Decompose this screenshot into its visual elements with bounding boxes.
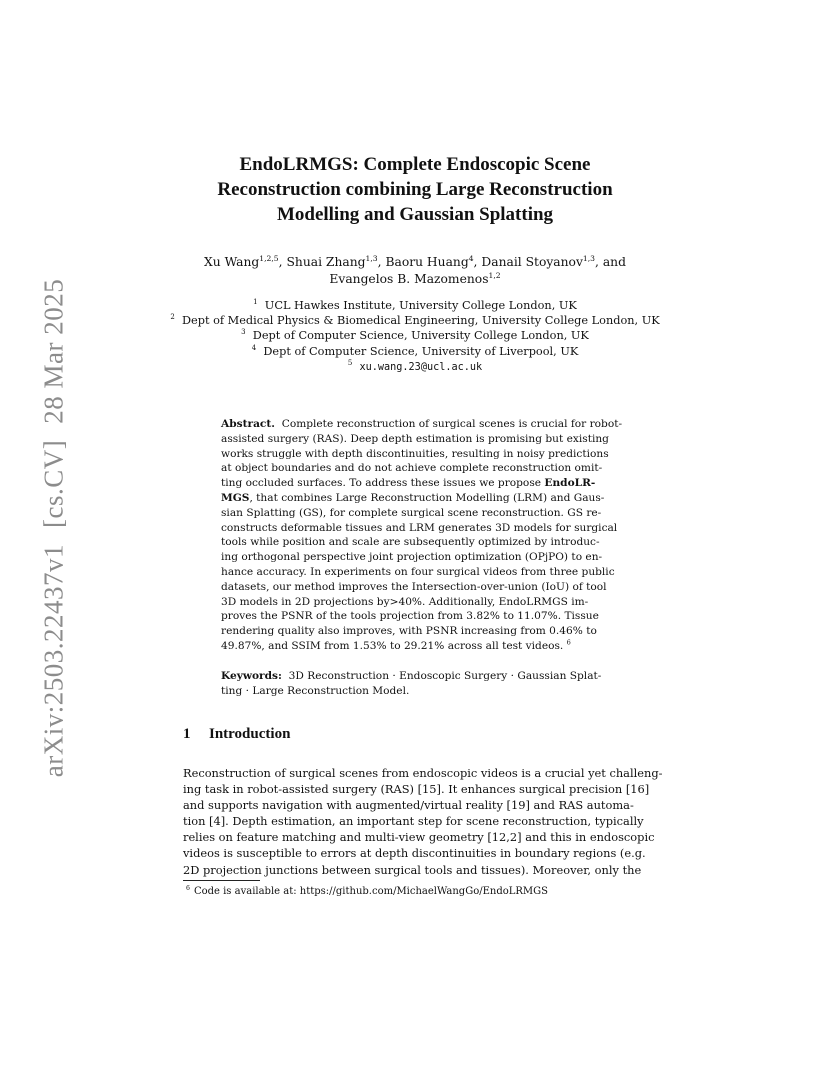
abstract-line: 3D models in 2D projections by>40%. Additionally, EndoLRMGS im- (221, 595, 589, 608)
author-line (170, 254, 660, 271)
body-line: videos is susceptible to errors at depth discontinuities in boundary regions (e.g. (183, 846, 646, 861)
section-title: Introduction (209, 726, 291, 742)
section-heading (183, 726, 290, 743)
title-line: Reconstruction combining Large Reconstruction (217, 179, 613, 200)
paper-title (160, 152, 670, 227)
abstract-line (221, 476, 613, 491)
affiliation (150, 359, 680, 375)
arxiv-date: 28 Mar 2025 (38, 278, 69, 424)
abstract-line: constructs deformable tissues and LRM generates 3D models for surgical (221, 521, 618, 534)
footnote-divider (183, 880, 260, 881)
author-name: Baoru Huang (385, 255, 469, 269)
affiliation-text: Dept of Computer Science, University of Liverpool, UK (263, 344, 579, 358)
footnote (183, 886, 548, 897)
body-line: tion [4]. Depth estimation, an important step for scene reconstruction, typically (183, 814, 644, 829)
affiliation (150, 313, 680, 328)
affiliation-number: 2 (170, 313, 175, 322)
title-line: EndoLRMGS: Complete Endoscopic Scene (239, 154, 591, 175)
keywords (221, 669, 613, 699)
body-line: relies on feature matching and multi-view geometry [12,2] and this in endoscopic (183, 830, 655, 845)
arxiv-stamp (39, 263, 70, 777)
abstract-line (221, 417, 623, 432)
affiliation-text: UCL Hawkes Institute, University College London, UK (264, 299, 577, 312)
author-name: Danail Stoyanov (481, 255, 583, 269)
abstract-line: at object boundaries and do not achieve complete reconstruction omit- (221, 462, 603, 475)
body-line: and supports navigation with augmented/virtual reality [19] and RAS automa- (183, 798, 634, 813)
affiliation-list (150, 298, 680, 375)
author-affil-sup: 1,3 (582, 253, 596, 263)
author-line (170, 271, 660, 288)
footnote-text[interactable]: Code is available at: https://github.com/MichaelWangGo/EndoLRMGS (193, 886, 548, 897)
body-line: ing task in robot-assisted surgery (RAS) [15]. It enhances surgical precision [16] (183, 782, 650, 797)
author-email[interactable]: xu.wang.23@ucl.ac.uk (359, 361, 483, 373)
body-line: Reconstruction of surgical scenes from endoscopic videos is a crucial yet challeng- (183, 766, 663, 780)
body-line: 2D projection junctions between surgical tools and tissues). Moreover, only the (183, 862, 642, 877)
abstract-line: rendering quality also improves, with PSNR increasing from 0.46% to (221, 625, 597, 638)
author-separator: , (278, 255, 287, 269)
abstract-line: works struggle with depth discontinuities, resulting in noisy predictions (221, 447, 609, 460)
arxiv-id: arXiv:2503.22437v1 (38, 543, 69, 778)
footnote-number: 6 (186, 884, 190, 892)
abstract-line: datasets, our method improves the Intersection-over-union (IoU) of tool (221, 580, 607, 593)
affiliation-number: 4 (251, 343, 257, 352)
method-name-bold: EndoLR- (544, 477, 596, 490)
author-separator: , (473, 255, 482, 269)
keywords-label: Keywords: (221, 670, 282, 682)
author-name: Xu Wang (204, 255, 260, 269)
author-name: Evangelos B. Mazomenos (329, 272, 489, 286)
affiliation (150, 344, 680, 359)
author-name: Shuai Zhang (286, 255, 366, 269)
abstract-text: , that combines Large Reconstruction Modelling (LRM) and Gaus- (249, 491, 605, 504)
author-affil-sup: 1,2 (488, 270, 501, 280)
affiliation-number: 3 (241, 328, 246, 337)
keywords-line: ting · Large Reconstruction Model. (221, 684, 410, 697)
abstract-text: 49.87%, and SSIM from 1.53% to 29.21% across all test videos. (221, 639, 564, 652)
title-line: Modelling and Gaussian Splatting (276, 204, 554, 225)
abstract-label: Abstract. (221, 418, 275, 430)
abstract-line (221, 491, 613, 506)
affiliation-number: 1 (253, 298, 258, 307)
arxiv-category: [cs.CV] (38, 439, 69, 528)
author-separator: , (377, 255, 386, 269)
affiliation (150, 298, 680, 313)
keywords-line (221, 669, 613, 684)
abstract-line: ing orthogonal perspective joint projection optimization (OPjPO) to en- (221, 551, 603, 564)
abstract-line: assisted surgery (RAS). Deep depth estimation is promising but existing (221, 432, 609, 445)
abstract-text: ting occluded surfaces. To address these issues we propose (221, 477, 542, 490)
abstract-line: proves the PSNR of the tools projection from 3.82% to 11.07%. Tissue (221, 610, 599, 623)
affiliation-text: Dept of Medical Physics & Biomedical Engineering, University College London, UK (181, 314, 660, 328)
author-affil-sup: 1,3 (365, 253, 378, 263)
affiliation-text: Dept of Computer Science, University College London, UK (252, 329, 589, 343)
keywords-text: 3D Reconstruction · Endoscopic Surgery · Gaussian Splat- (288, 670, 602, 682)
abstract-line: sian Splatting (GS), for complete surgical scene reconstruction. GS re- (221, 506, 602, 519)
abstract-line (221, 639, 613, 654)
affiliation-number: 5 (347, 359, 353, 368)
intro-paragraph (183, 765, 663, 878)
section-number: 1 (183, 726, 191, 742)
abstract-line: hance accuracy. In experiments on four surgical videos from three public (221, 565, 615, 578)
abstract-text: Complete reconstruction of surgical scenes is crucial for robot- (281, 418, 623, 430)
abstract (221, 417, 623, 654)
author-separator: , and (595, 255, 626, 269)
footnote-ref[interactable]: 6 (566, 638, 571, 647)
abstract-line: tools while position and scale are subsequently optimized by introduc- (221, 536, 600, 549)
author-list (170, 254, 660, 288)
method-name-bold: MGS (221, 491, 250, 504)
author-affil-sup: 1,2,5 (259, 253, 279, 263)
affiliation (150, 328, 680, 343)
author-affil-sup: 4 (468, 253, 474, 263)
